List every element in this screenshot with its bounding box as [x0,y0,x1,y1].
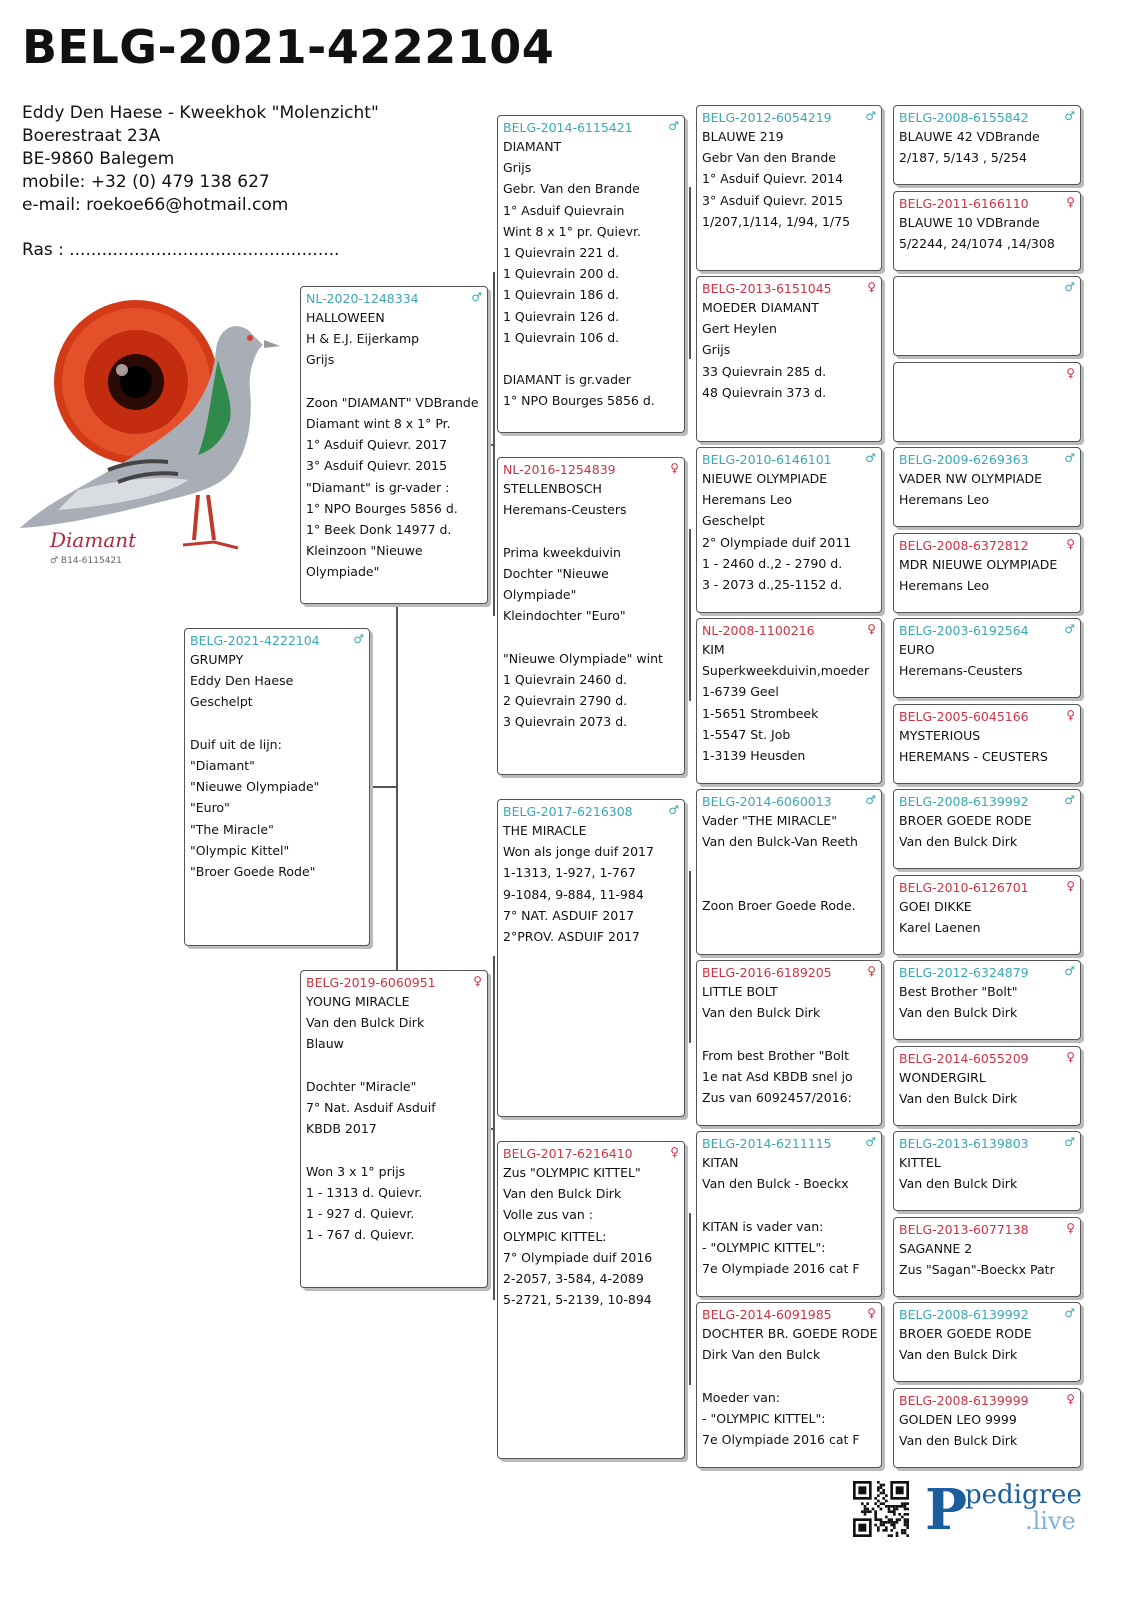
bird-info-line: 1 Quievrain 221 d. [503,245,620,261]
pedigree-box-g2[interactable] [893,191,1081,271]
male-icon: ♂ [471,290,482,304]
bird-info-line: "Nieuwe Olympiade" wint [503,650,663,666]
bird-info-line: 33 Quievrain 285 d. [702,363,827,379]
male-icon: ♂ [865,793,876,807]
male-icon: ♂ [1064,622,1075,636]
photo-caption: Diamant [50,528,137,552]
female-icon: ♀ [1066,878,1075,893]
bird-info-line: Heremans Leo [899,492,989,508]
bird-info-line [702,852,876,873]
male-icon: ♂ [1064,1135,1075,1149]
bird-info-line: Van den Bulck - Boeckx [702,1176,849,1192]
bird-info-line: 1-3139 Heusden [702,748,806,764]
bird-info-line: 1 Quievrain 200 d. [503,266,620,282]
male-icon: ♂ [1064,451,1075,465]
bird-info-line: 7e Olympiade 2016 cat F [702,1432,860,1447]
bird-info-line: Van den Bulck-Van Reeth [702,834,858,850]
bird-info-line: Karel Laenen [899,919,981,935]
bird-name: VADER NW OLYMPIADE [899,471,1043,486]
male-icon: ♂ [1064,280,1075,294]
bird-info-line: 1-5651 Strombeek [702,705,819,721]
female-icon: ♀ [867,964,876,978]
ring-number: NL-2016-1254839 [503,462,616,477]
bird-info-line: Dochter "Miracle" [306,1078,417,1094]
bird-info-line: 1 Quievrain 186 d. [503,287,620,303]
female-icon: ♀ [670,1145,679,1159]
ring-number: BELG-2008-6139999 [899,1392,1029,1408]
bird-info-line: Zus "Sagan"-Boeckx Patr [899,1261,1055,1277]
bird-info-line: 1° NPO Bourges 5856 d. [503,393,655,409]
ring-number: BELG-2009-6269363 [899,452,1029,467]
ring-number: BELG-2014-6091985 [702,1307,832,1322]
female-icon: ♀ [1066,365,1075,380]
bird-info-line [503,626,679,647]
bird-info-line: 3° Asduif Quievr. 2015 [306,458,448,474]
bird-info-line: 2° Olympiade duif 2011 [702,534,852,550]
pedigree-box-ss[interactable] [497,115,685,433]
bird-info-line [503,348,679,369]
ring-number: BELG-2008-6372812 [899,537,1029,553]
bird-info-line: "Olympic Kittel" [190,842,290,858]
bird-info-line: 5-2721, 5-2139, 10-894 [503,1292,652,1308]
bird-info-line: 1 - 927 d. Quievr. [306,1206,415,1221]
bird-name: KITTEL [899,1155,941,1170]
ring-number: BELG-2019-6060951 [306,975,436,990]
bird-info-line: Heremans Leo [702,492,792,508]
bird-info-line: Grijs [306,352,335,368]
bird-info-line: Prima kweekduivin [503,544,621,560]
bird-info-line: 1° Asduif Quievr. 2014 [702,171,844,187]
bird-info-line: 1-1313, 1-927, 1-767 [503,865,636,881]
pedigree-box-g15[interactable] [893,1302,1081,1382]
bird-info-line: "Broer Goede Rode" [190,864,316,880]
ring-number: BELG-2010-6126701 [899,879,1029,895]
bird-name: KIM [702,642,725,657]
bird-info-line: 1° Asduif Quievr. 2017 [306,437,448,453]
bird-name: YOUNG MIRACLE [306,994,410,1009]
bird-info-line [702,874,876,895]
pedigree-box-g8[interactable] [893,704,1081,784]
bird-info-line: Zoon "DIAMANT" VDBrande [306,394,479,410]
bird-info-line: 1-6739 Geel [702,684,779,700]
bird-name: BROER GOEDE RODE [899,813,1032,828]
bird-info-line [503,520,679,541]
bird-info-line: 3 - 2073 d.,25-1152 d. [702,577,843,593]
ring-number: BELG-2014-6211115 [702,1136,832,1151]
bird-info-line: 1° Beek Donk 14977 d. [306,522,452,538]
bird-info-line: Van den Bulck Dirk [899,1005,1018,1021]
pedigree-box-dss[interactable] [696,789,882,955]
bird-info-line: 1° NPO Bourges 5856 d. [306,500,458,516]
ring-number: BELG-2012-6054219 [702,110,832,125]
ring-number: BELG-2014-6060013 [702,794,832,809]
female-icon: ♀ [1066,707,1075,722]
bird-name: EURO [899,642,935,657]
bird-info-line: Van den Bulck Dirk [899,834,1018,850]
pedigree-box-ds[interactable] [497,799,685,1117]
pedigree-box-subject[interactable] [184,628,370,946]
bird-info-line: Eddy Den Haese [190,673,294,689]
female-icon: ♀ [867,1306,876,1320]
bird-info-line: Gert Heylen [702,321,777,337]
owner-name: Eddy Den Haese - Kweekhok "Molenzicht" [22,103,379,123]
bird-info-line: Van den Bulck Dirk [899,1347,1018,1363]
ring-number: BELG-2012-6324879 [899,965,1029,980]
bird-name: SAGANNE 2 [899,1240,973,1256]
bird-name: DOCHTER BR. GOEDE RODE [702,1326,878,1341]
bird-info-line: "Nieuwe Olympiade" [190,779,320,795]
bird-name: LITTLE BOLT [702,984,778,999]
bird-info-line: Dirk Van den Bulck [702,1347,821,1363]
pedigree-title: BELG-2021-4222104 [22,20,555,74]
bird-info-line [306,1139,482,1160]
pedigree-box-dd[interactable] [497,1141,685,1459]
bird-info-line: Wint 8 x 1° pr. Quievr. [503,223,641,239]
bird-info-line: Heremans-Ceusters [503,502,627,518]
bird-info-line: 1 - 2460 d.,2 - 2790 d. [702,555,843,571]
pedigree-box-g11[interactable] [893,960,1081,1040]
bird-info-line: Geschelpt [702,513,765,529]
female-icon: ♀ [1066,1391,1075,1406]
male-icon: ♂ [1064,1306,1075,1320]
pedigree-box-g3[interactable] [893,276,1081,356]
bird-info-line: Grijs [702,342,731,358]
ring-number: BELG-2013-6139803 [899,1136,1029,1151]
bird-info-line: Kleinzoon "Nieuwe [306,543,423,559]
pedigree-box-g7[interactable] [893,618,1081,698]
pedigree-box-ddd[interactable] [696,1302,882,1468]
bird-name: GRUMPY [190,652,244,667]
bird-info-line: 1 Quievrain 126 d. [503,308,620,324]
pedigree-box-sdd[interactable] [696,618,882,784]
pedigree-box-g6[interactable] [893,533,1081,613]
bird-info-line: Van den Bulck Dirk [503,1186,622,1202]
ring-number: BELG-2011-6166110 [899,195,1029,211]
connector-line [487,1128,494,1130]
pedigree-box-dds[interactable] [696,1131,882,1297]
bird-info-line: 7° NAT. ASDUIF 2017 [503,907,635,923]
bird-info-line: Duif uit de lijn: [190,736,282,752]
bird-info-line: 2°PROV. ASDUIF 2017 [503,929,640,945]
ring-number: BELG-2014-6115421 [503,120,633,135]
bird-info-line [306,371,482,392]
pedigree-box-g13[interactable] [893,1131,1081,1211]
ring-number: BELG-2014-6055209 [899,1050,1029,1066]
bird-info-line: 1/207,1/114, 1/94, 1/75 [702,213,851,229]
ring-number: BELG-2021-4222104 [190,633,320,648]
bird-info-line: Blauw [306,1036,344,1052]
male-icon: ♂ [668,119,679,133]
female-icon: ♀ [670,461,679,475]
connector-line [689,871,691,1043]
male-icon: ♂ [865,1135,876,1149]
female-icon: ♀ [867,622,876,636]
female-icon: ♀ [1066,1220,1075,1235]
bird-info-line: Won als jonge duif 2017 [503,844,654,860]
bird-info-line: Diamant wint 8 x 1° Pr. [306,416,451,431]
owner-street: Boerestraat 23A [22,126,161,146]
pedigree-box-dsd[interactable] [696,960,882,1126]
pedigree-box-g16[interactable] [893,1388,1081,1468]
bird-name: MOEDER DIAMANT [702,300,819,315]
male-icon: ♂ [1064,793,1075,807]
bird-name: BLAUWE 219 [702,129,784,144]
ring-number: BELG-2017-6216410 [503,1146,633,1161]
bird-info-line [702,1194,876,1215]
bird-name: WONDERGIRL [899,1069,986,1085]
bird-name: Vader "THE MIRACLE" [702,813,837,828]
male-icon: ♂ [1064,964,1075,978]
bird-info-line: Van den Bulck Dirk [899,1176,1018,1192]
bird-info-line: Won 3 x 1° prijs [306,1163,406,1179]
pedigree-box-g1[interactable] [893,105,1081,185]
male-icon: ♂ [1064,109,1075,123]
pedigree-box-g9[interactable] [893,789,1081,869]
bird-info-line: 1 - 767 d. Quievr. [306,1227,415,1243]
bird-info-line: From best Brother "Bolt [702,1047,850,1063]
bird-info-line: Zoon Broer Goede Rode. [702,897,856,913]
bird-info-line: 1 - 1313 d. Quievr. [306,1184,423,1200]
owner-mobile: mobile: +32 (0) 479 138 627 [22,172,270,192]
qr-code [853,1481,909,1537]
owner-info [22,102,379,217]
bird-name: Best Brother "Bolt" [899,984,1018,999]
bird-info-line: Van den Bulck Dirk [899,1090,1018,1106]
female-icon: ♀ [473,974,482,988]
bird-info-line: 3° Asduif Quievr. 2015 [702,192,844,208]
ring-number: BELG-2005-6045166 [899,708,1029,724]
bird-name: STELLENBOSCH [503,481,602,496]
bird-info-line: 7e Olympiade 2016 cat F [702,1261,860,1276]
ring-number: BELG-2008-6139992 [899,794,1029,809]
ring-number: NL-2008-1100216 [702,623,815,638]
bird-info-line: "The Miracle" [190,821,274,837]
ring-number: BELG-2013-6077138 [899,1221,1029,1237]
bird-info-line: Grijs [503,160,532,176]
ring-number: BELG-2008-6155842 [899,110,1029,125]
bird-info-line: 2 Quievrain 2790 d. [503,693,628,708]
pigeon-photo [18,290,286,574]
bird-info-line: 1 Quievrain 2460 d. [503,671,628,687]
bird-name: Zus "OLYMPIC KITTEL" [503,1165,641,1180]
pedigree-box-sds[interactable] [696,447,882,613]
bird-info-line: Moeder van: [702,1389,781,1405]
bird-info-line [702,1365,876,1386]
bird-info-line: 48 Quievrain 373 d. [702,384,827,400]
owner-email: e-mail: roekoe66@hotmail.com [22,195,289,215]
ras-field: Ras : .................................................. [22,240,340,260]
bird-info-line: Geschelpt [190,694,253,710]
svg-text:P: P [925,1477,968,1537]
pedigree-box-g5[interactable] [893,447,1081,527]
male-icon: ♂ [865,451,876,465]
bird-name: BLAUWE 10 VDBrande [899,214,1040,230]
bird-name: BLAUWE 42 VDBrande [899,129,1040,144]
bird-info-line: Olympiade" [503,587,577,602]
male-icon: ♂ [353,632,364,646]
bird-info-line: 3 Quievrain 2073 d. [503,714,628,730]
bird-name: DIAMANT [503,139,562,154]
bird-info-line: HEREMANS - CEUSTERS [899,748,1048,764]
bird-info-line: 9-1084, 9-884, 11-984 [503,886,644,902]
bird-name: NIEUWE OLYMPIADE [702,471,828,486]
bird-name: GOEI DIKKE [899,898,972,914]
bird-name: KITAN [702,1155,739,1170]
pedigree-box-sd[interactable] [497,457,685,775]
bird-info-line: - "OLYMPIC KITTEL": [702,1410,826,1426]
connector-line [689,187,691,359]
ring-number: BELG-2010-6146101 [702,452,832,467]
bird-info-line: Gebr Van den Brande [702,150,837,166]
pedigree-box-g4[interactable] [893,362,1081,442]
bird-name: MDR NIEUWE OLYMPIADE [899,556,1058,572]
bird-info-line: Volle zus van : [503,1207,593,1223]
bird-info-line: Olympiade" [306,564,380,580]
ring-number: BELG-2016-6189205 [702,965,832,980]
bird-info-line: 1° Asduif Quievrain [503,202,625,218]
pedigree-box-dam[interactable] [300,970,488,1288]
bird-info-line: - "OLYMPIC KITTEL": [702,1239,826,1255]
connector-line [370,786,397,788]
connector-line [689,529,691,701]
female-icon: ♀ [1066,536,1075,551]
bird-info-line: 2/187, 5/143 , 5/254 [899,150,1027,166]
bird-info-line: H & E.J. Eijerkamp [306,331,420,347]
bird-info-line: DIAMANT is gr.vader [503,372,631,388]
bird-name: THE MIRACLE [503,823,587,838]
ring-number: BELG-2003-6192564 [899,623,1029,638]
connector-line [689,1213,691,1385]
bird-info-line: OLYMPIC KITTEL: [503,1228,607,1244]
bird-info-line: Zus van 6092457/2016: [702,1090,852,1105]
female-icon: ♀ [867,280,876,294]
ring-number: NL-2020-1248334 [306,291,419,306]
bird-info-line [306,1055,482,1076]
pedigree-box-ssd[interactable] [696,276,882,442]
bird-info-line: 5/2244, 24/1074 ,14/308 [899,235,1055,251]
bird-name: MYSTERIOUS [899,727,981,743]
bird-info-line: Heremans Leo [899,577,989,593]
bird-info-line [702,1023,876,1044]
bird-info-line: KITAN is vader van: [702,1218,824,1234]
ring-number: BELG-2017-6216308 [503,804,633,819]
male-icon: ♂ [865,109,876,123]
ring-number: BELG-2008-6139992 [899,1307,1029,1322]
bird-info-line: 7° Nat. Asduif Asduif [306,1100,436,1115]
connector-line [487,444,494,446]
bird-info-line: 2-2057, 3-584, 4-2089 [503,1271,644,1287]
pedigree-box-g12[interactable] [893,1046,1081,1126]
bird-info-line: Kleindochter "Euro" [503,608,626,624]
female-icon: ♀ [1066,194,1075,209]
bird-info-line: Dochter "Nieuwe [503,565,609,581]
pedigree-box-g10[interactable] [893,875,1081,955]
bird-info-line: Gebr. Van den Brande [503,181,640,197]
photo-ring: ♂ B14-6115421 [50,556,122,566]
owner-city: BE-9860 Balegem [22,149,175,169]
pedigree-box-g14[interactable] [893,1217,1081,1297]
bird-name: GOLDEN LEO 9999 [899,1411,1017,1427]
pedigree-box-sss[interactable] [696,105,882,271]
bird-info-line: Van den Bulck Dirk [702,1005,821,1021]
pedigree-live-logo [925,1477,1085,1537]
bird-info-line: "Diamant" is gr-vader : [306,479,450,495]
bird-info-line: Van den Bulck Dirk [899,1432,1018,1448]
bird-name: HALLOWEEN [306,310,385,325]
logo-text-pedigree: pedigree [965,1480,1082,1510]
logo-text-live: .live [1025,1507,1076,1535]
bird-info-line: 1e nat Asd KBDB snel jo [702,1068,853,1084]
bird-info-line: Van den Bulck Dirk [306,1015,425,1031]
bird-info-line: 1 Quievrain 106 d. [503,329,620,345]
female-icon: ♀ [1066,1049,1075,1064]
bird-info-line: Superkweekduivin,moeder [702,663,870,679]
bird-info-line: KBDB 2017 [306,1121,377,1137]
bird-name: BROER GOEDE RODE [899,1326,1032,1341]
bird-info-line: "Euro" [190,800,230,816]
bird-info-line [190,713,364,734]
bird-info-line: 7° Olympiade duif 2016 [503,1249,653,1265]
bird-info-line: "Diamant" [190,758,255,773]
bird-info-line: 1-5547 St. Job [702,726,791,742]
male-icon: ♂ [668,803,679,817]
bird-info-line: Heremans-Ceusters [899,663,1023,679]
pedigree-box-sire[interactable] [300,286,488,604]
ring-number: BELG-2013-6151045 [702,281,832,296]
